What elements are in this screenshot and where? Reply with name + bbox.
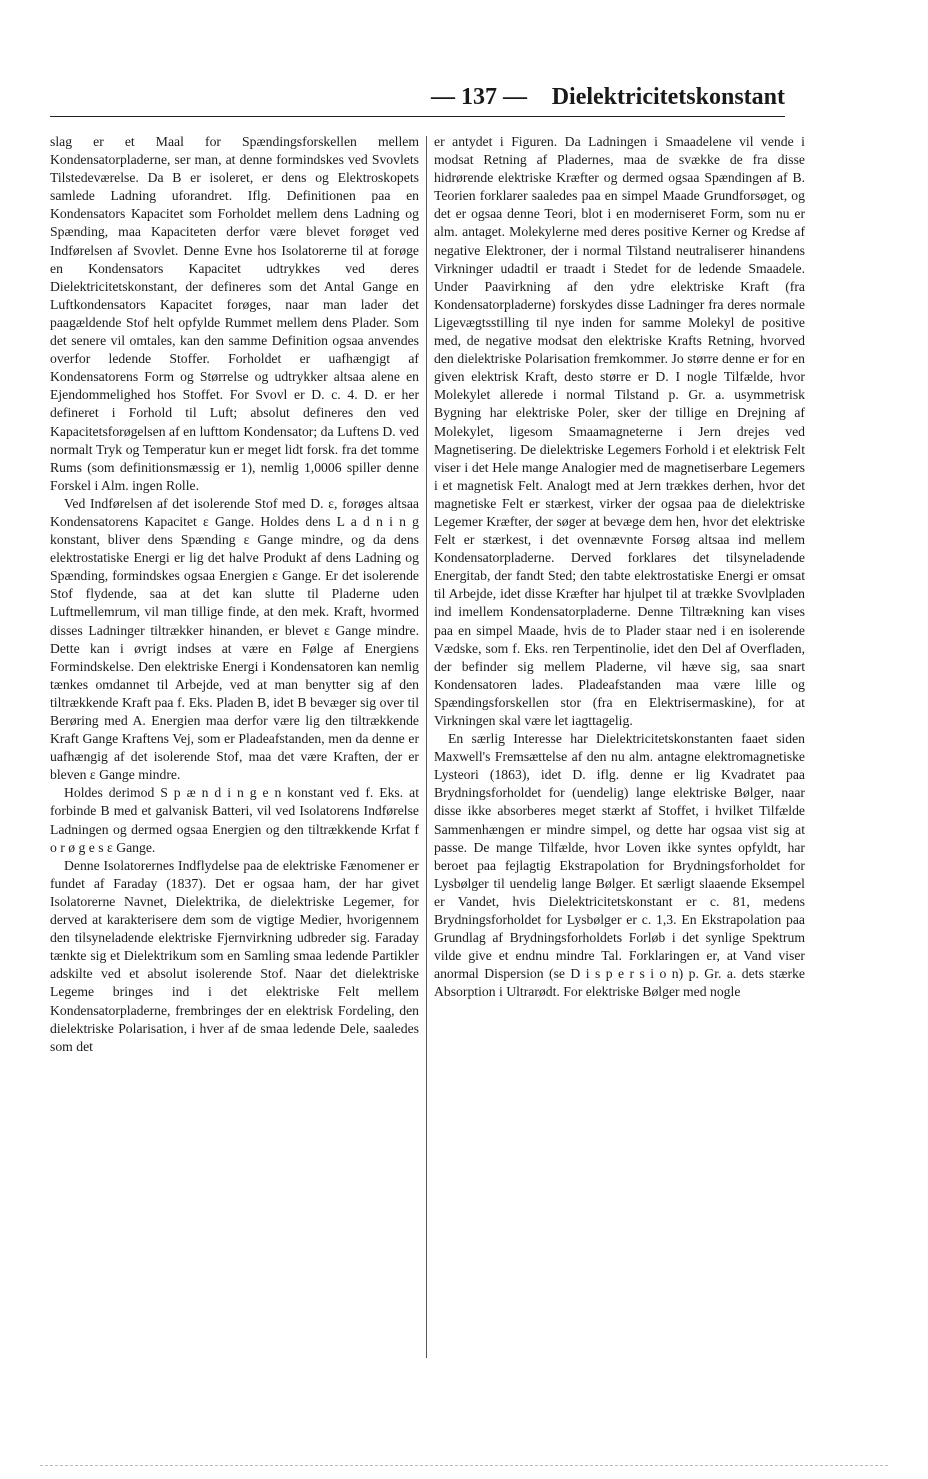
paragraph: slag er et Maal for Spændingsforskellen mellem Kondensatorpladerne, ser man, at denne formindskes ved Svovlets Tilstedeværelse. Da B er isoleret, er dens og Elektroskopets samlede Ladning uforandret. Iflg. Definitionen paa en Kondensators Kapacitet som Forholdet mellem dens Ladning og Spænding, maa Kapaciteten derfor være blevet forøget ved Indførelsen af Svovlet. Denne Evne hos Isolatorerne til at forøge en Kondensators Kapacitet udtrykkes ved deres Dielektricitetskonstant, der defineres som det Antal Gange en Luftkondensators Kapacitet forøges, naar man lader det paagældende Stof helt opfylde Rummet mellem dens Plader. Som det senere vil omtales, kan den samme Definition ogsaa anvendes overfor ledende Stoffer. Forholdet er uafhængigt af Kondensatorens Form og Størrelse og udtrykker altsaa alene en Ejendommelighed hos Stoffet. For Svovl er D. c. 4. D. er her defineret i Forhold til Luft; absolut defineres den ved Kapacitetsforøgelsen af en lufttom Kondensator; da Luftens D. ved normalt Tryk og Temperatur kun er meget lidt forsk. fra det tomme Rums (som definitionsmæssig er 1), nemlig 1,0006 spiller denne Forskel i Alm. ingen Rolle.	[50, 134, 419, 493]
paragraph: Ved Indførelsen af det isolerende Stof med D. ε, forøges altsaa Kondensatorens Kapacitet ε Gange. Holdes dens L a d n i n g konstant, bliver dens Spænding ε Gange mindre, og da dens elektrostatiske Energi er lig det halve Produkt af dens Ladning og Spænding, formindskes ogsaa Energien ε Gange. Er det isolerende Stof flydende, saa at det kan slutte til Pladerne uden Luftmellemrum, vil man tillige finde, at den mek. Kraft, hvormed disses Ladninger tiltrækker hinanden, er blevet ε Gange mindre. Dette kan i øvrigt indses at være en Følge af Energiens Formindskelse. Den elektriske Energi i Kondensatoren kan nemlig tænkes omdannet til Arbejde, ved at man benytter sig af den tiltrækkende Kraft paa f. Eks. Pladen B, idet B bevæger sig over til Berøring med A. Energien maa derfor være lig den tiltrækkende Kraft Gange Kraftens Vej, som er Pladeafstanden, men da denne er uafhængig af det isolerende Stof, maa det være Kraften, der er bleven ε Gange mindre.	[50, 495, 419, 783]
column-divider	[426, 136, 427, 1358]
right-column	[434, 133, 805, 1365]
left-column	[50, 133, 419, 1365]
paragraph: En særlig Interesse har Dielektricitetskonstanten faaet siden Maxwell's Fremsættelse af den nu alm. antagne elektromagnetiske Lysteori (1863), idet D. iflg. denne er lig Kvadratet paa Brydningsforholdet for (uendelig) lange elektriske Bølger, naar disse ikke absorberes meget stærkt af Stoffet, i hvilket Tilfælde Sammenhængen er mindre simpel, og dette har ogsaa vist sig at passe. De mange Tilfælde, hvor Loven ikke syntes opfyldt, har beroet paa fejlagtig Ekstrapolation for Brydningsforholdet for Lysbølger til uendelig lange Bølger. Et særligt slaaende Eksempel er Vandet, hvis Dielektricitetskonstant er c. 81, medens Brydningsforholdet for Lysbølger er c. 1,3. En Ekstrapolation paa Grundlag af Brydningsforholdets Forløb i det synlige Spektrum vilde give et endnu mindre Tal. Forklaringen er, at Vand viser anormal Dispersion (se D i s p e r s i o n) p. Gr. a. dets stærke Absorption i Ultrarødt. For elektriske Bølger med nogle	[434, 731, 805, 1000]
page-header	[50, 80, 785, 117]
paragraph: Denne Isolatorernes Indflydelse paa de elektriske Fænomener er fundet af Faraday (1837). Det er ogsaa ham, der har givet Isolatorerne Navnet, Dielektrika, de dielektriske Legemer, for derved at karakterisere dem som de vigtige Medier, hvorigennem den tilsyneladende elektriske Fjernvirkning udbreder sig. Faraday tænkte sig et Dielektrikum som en Samling smaa ledende Partikler adskilte ved et absolut isolerende Stof. Naar det dielektriske Legeme bringes ind i det elektriske Felt mellem Kondensatorpladerne, frembringes der en elektrisk Fordeling, den dielektriske Polarisation, i hver af de smaa ledende Dele, saaledes som det	[50, 857, 419, 1054]
page-number: — 137 —	[431, 84, 527, 110]
running-title: Dielektricitetskonstant	[551, 84, 785, 110]
paragraph: er antydet i Figuren. Da Ladningen i Smaadelene vil vende i modsat Retning af Pladernes, maa de svække de fra disse hidrørende elektriske Kræfter og dermed ogsaa Spændingen af B. Teorien forklarer saaledes paa en simpel Maade Grundforsøget, og det er ogsaa denne Teori, blot i en moderniseret Form, som nu er alm. antaget. Molekylerne med deres positive Kerner og Kredse af negative Elektroner, der i normal Tilstand neutraliserer hinandens Virkninger udadtil er traadt i Stedet for de ledende Smaadele. Under Paavirkning af den ydre elektriske Kraft (fra Kondensatorpladerne) forskydes disse Ladninger fra deres normale Ligevægtsstilling til nye inden for samme Molekyl de positive med, de negative modsat den elektriske Krafts Retning, hvorved den dielektriske Polarisation fremkommer. Jo større denne er for en given elektrisk Kraft, desto større er D. I nogle Tilfælde, hvor Molekylet allerede i normal Tilstand p. Gr. a. usymmetrisk Bygning har elektriske Poler, sker der tillige en Drejning af Molekylet, ligesom Smaamagneterne i Jern drejes ved Magnetisering. De dielektriske Legemers Forhold i et elektrisk Felt viser i det Hele mange Analogier med de magnetiserbare Legemers i et magnetisk Felt. Analogt med at Jern trækkes derhen, hvor det magnetiske Felt er stærkest, virker der ogsaa paa de dielektriske Legemer Kræfter, der søger at bevæge dem hen, hvor det elektriske Felt er stærkest, i det ovennævnte Forsøg altsaa ind mellem Kondensatorpladerne. Derved forklares det tilsyneladende Energitab, der fandt Sted; den tabte elektrostatiske Energi er omsat til Arbejde, idet disse Kræfter har hjulpet til at trække Svovlpladen ind imellem Kondensatorpladerne. Denne Tiltrækning kan vises paa en simpel Maade, hvis de to Plader staar ned i en isolerende Vædske, som f. Eks. ren Terpentinolie, idet den Del af Overfladen, der befinder sig mellem Pladerne, vil hæve sig, saa snart Kondensatoren lades. Pladeafstanden maa være lille og Spændingsforskellen stor (fra en Elektrisermaskine), for at Virkningen skal være let iagttagelig.	[434, 134, 805, 728]
paragraph: Holdes derimod S p æ n d i n g e n konstant ved f. Eks. at forbinde B med et galvanisk Batteri, vil ved Isolatorens Indførelse Ladningen og dermed ogsaa Energien og den tiltrækkende Krfat f o r ø g e s ε Gange.	[50, 785, 419, 855]
scan-edge	[40, 1465, 888, 1467]
